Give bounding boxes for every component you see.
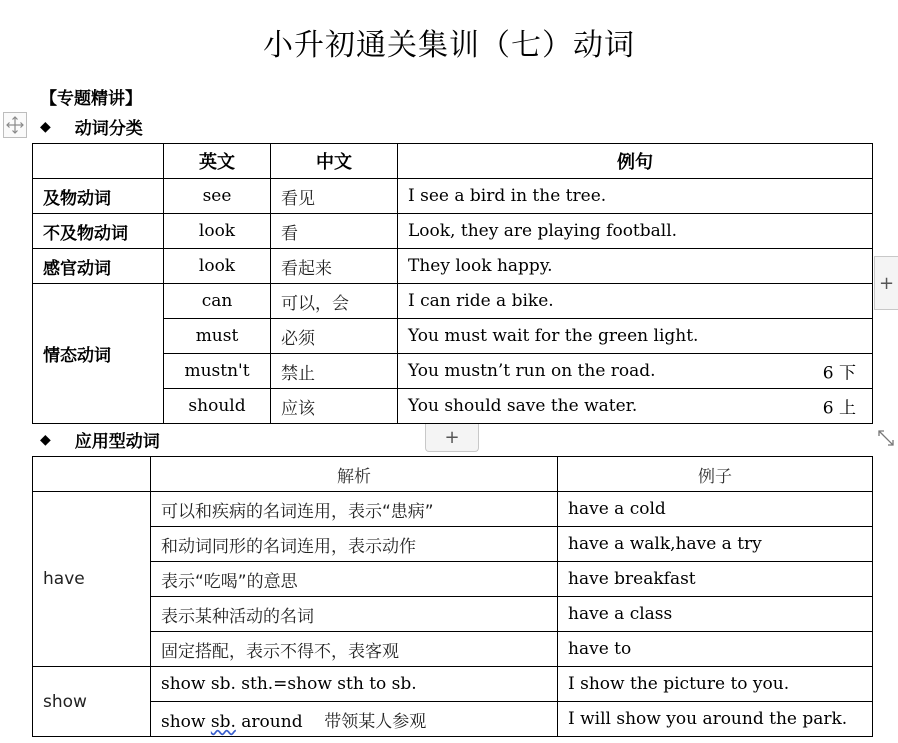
chinese-cell: 必须: [271, 319, 398, 354]
table-row: [33, 179, 873, 214]
table-row: [33, 597, 873, 632]
table-row: [33, 214, 873, 249]
explanation-cell: 可以和疾病的名词连用，表示“患病”: [151, 492, 558, 527]
english-cell: should: [164, 389, 271, 424]
explanation-cell: [151, 702, 558, 737]
example-text: Look, they are playing football.: [408, 221, 678, 241]
table-row: [33, 702, 873, 737]
heading-applied-verbs: [40, 427, 160, 452]
example-cell: have breakfast: [558, 562, 873, 597]
explanation-cell: show sb. sth.=show sth to sb.: [151, 667, 558, 702]
table-row: [33, 492, 873, 527]
add-row-button[interactable]: +: [425, 424, 479, 452]
chinese-cell: 可以，会: [271, 284, 398, 319]
heading-text: 应用型动词: [74, 432, 160, 452]
table-row: [33, 632, 873, 667]
verb-cell-have: have: [33, 492, 151, 667]
heading-text: 动词分类: [74, 119, 143, 139]
header-cell: 解析: [151, 457, 558, 492]
example-text: They look happy.: [408, 256, 553, 276]
example-text: You should save the water.: [408, 396, 638, 416]
header-cell: 英文: [164, 144, 271, 179]
example-cell: [398, 249, 873, 284]
example-cell: [398, 319, 873, 354]
verb-cell-show: show: [33, 667, 151, 737]
chinese-cell: 看: [271, 214, 398, 249]
move-icon: [6, 116, 24, 134]
chinese-cell: 禁止: [271, 354, 398, 389]
example-cell: [398, 214, 873, 249]
example-cell: [398, 389, 873, 424]
verb-category-table: [32, 143, 873, 424]
chinese-cell: 应该: [271, 389, 398, 424]
table-row: [33, 249, 873, 284]
example-text: I see a bird in the tree.: [408, 186, 607, 206]
chinese-cell: 看起来: [271, 249, 398, 284]
chinese-cell: 看见: [271, 179, 398, 214]
category-cell: 及物动词: [33, 179, 164, 214]
add-column-button[interactable]: +: [874, 256, 898, 310]
diamond-bullet-icon: ◆: [40, 431, 51, 448]
table-header-row: [33, 457, 873, 492]
grade-note: 6 上: [822, 398, 856, 419]
example-cell: have a walk,have a try: [558, 527, 873, 562]
example-cell: I show the picture to you.: [558, 667, 873, 702]
category-cell-modal: 情态动词: [33, 284, 164, 424]
example-text: I can ride a bike.: [408, 291, 554, 311]
category-cell: 感官动词: [33, 249, 164, 284]
spellcheck-underlined-word: sb.: [210, 711, 236, 732]
heading-verb-categories: [40, 114, 143, 139]
explanation-cell: 表示“吃喝”的意思: [151, 562, 558, 597]
english-cell: mustn't: [164, 354, 271, 389]
header-cell: 中文: [271, 144, 398, 179]
example-text: You must wait for the green light.: [408, 326, 699, 346]
header-cell: [33, 457, 151, 492]
explanation-cell: 固定搭配，表示不得不，表客观: [151, 632, 558, 667]
header-cell: 例句: [398, 144, 873, 179]
example-cell: have a cold: [558, 492, 873, 527]
expand-icon: [876, 428, 896, 448]
explanation-part-chinese: 带领某人参观: [324, 711, 427, 732]
table-header-row: [33, 144, 873, 179]
header-cell: 例子: [558, 457, 873, 492]
diamond-bullet-icon: ◆: [40, 118, 51, 135]
example-cell: [398, 179, 873, 214]
example-cell: I will show you around the park.: [558, 702, 873, 737]
example-cell: have to: [558, 632, 873, 667]
grade-note: 6 下: [822, 363, 856, 384]
applied-verb-table: [32, 456, 873, 737]
table-move-handle[interactable]: [3, 112, 27, 138]
english-cell: see: [164, 179, 271, 214]
table-row: [33, 667, 873, 702]
table-row: [33, 284, 873, 319]
english-cell: can: [164, 284, 271, 319]
table-row: [33, 527, 873, 562]
english-cell: must: [164, 319, 271, 354]
example-text: You mustn’t run on the road.: [408, 361, 656, 381]
explanation-cell: 表示某种活动的名词: [151, 597, 558, 632]
header-cell: [33, 144, 164, 179]
category-cell: 不及物动词: [33, 214, 164, 249]
section-label: 【专题精讲】: [40, 89, 142, 109]
page-title: 小升初通关集训（七）动词: [263, 28, 635, 63]
example-cell: [398, 354, 873, 389]
table-row: [33, 562, 873, 597]
explanation-part: show: [161, 711, 206, 732]
example-cell: [398, 284, 873, 319]
table-resize-handle[interactable]: [874, 426, 898, 450]
explanation-part: around: [235, 711, 303, 732]
english-cell: look: [164, 214, 271, 249]
english-cell: look: [164, 249, 271, 284]
explanation-cell: 和动词同形的名词连用，表示动作: [151, 527, 558, 562]
example-cell: have a class: [558, 597, 873, 632]
